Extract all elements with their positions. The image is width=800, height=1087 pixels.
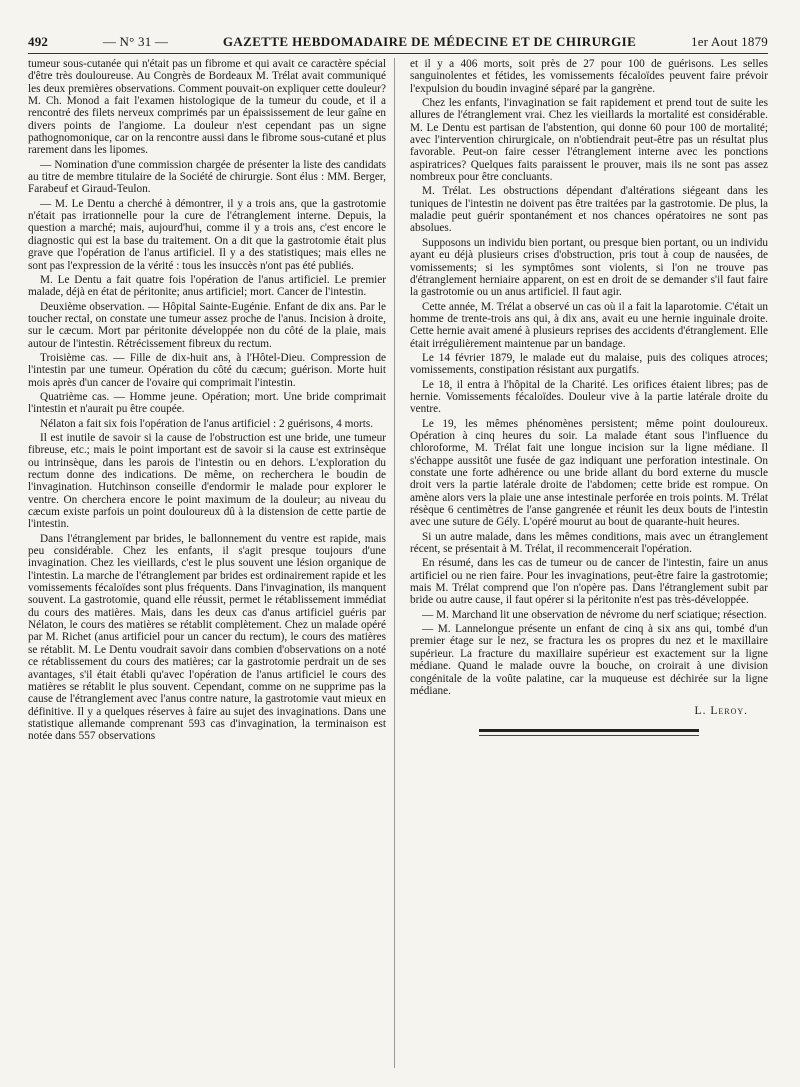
issue-date: 1er Aout 1879 [691, 34, 768, 49]
paragraph: Le 14 février 1879, le malade eut du malaise, puis des coliques atroces; vomissements, constipation résistant aux purgatifs. [410, 351, 768, 377]
paragraph: Deuxième observation. — Hôpital Sainte-Eugénie. Enfant de dix ans. Par le toucher rectal, on constate une tumeur assez proche de l'anus. Incision à droite, sur le cæcum. Mort par péritonite développée non du côté de la plaie, mais autour de l'intestin. Rétrécissement fibreux du rectum. [28, 300, 386, 350]
right-column [406, 58, 768, 1068]
paragraph: — Nomination d'une commission chargée de présenter la liste des candidats au titre de membre titulaire de la Société de chirurgie. Sont élus : MM. Berger, Farabeuf et Giraud-Teulon. [28, 158, 386, 196]
article-columns [28, 58, 768, 1068]
paragraph: — M. Lannelongue présente un enfant de cinq à six ans qui, tombé d'un premier étage sur le nez, se fractura les os propres du nez et le maxillaire supérieur. La fracture du maxillaire supérieur est exactement sur la ligne médiane. Quand le malade ouvre la bouche, on croirait à une division congénitale de la voûte palatine, car la muqueuse est déchirée sur la ligne médiane. [410, 623, 768, 697]
paragraph: Il est inutile de savoir si la cause de l'obstruction est une bride, une tumeur fibreuse, etc.; mais le point important est de savoir si la cause est extrinsèque ou intrinsèque, dans les parois de l'intestin ou en dehors. L'exploration du rectum donne des indications. De même, on recherchera le boudin de l'invagination. Hutchinson conseille d'endormir le malade pour explorer le ventre. On cherchera encore le point maximum de la douleur; au niveau du cæcum existe parfois un point douloureux dû à la distension de cette partie de l'intestin. [28, 431, 386, 531]
end-rule [479, 729, 699, 732]
page-number: 492 [28, 34, 49, 49]
journal-title: GAZETTE HEBDOMADAIRE DE MÉDECINE ET DE CHIRURGIE [222, 34, 637, 49]
paragraph: — M. Marchand lit une observation de névrome du nerf sciatique; résection. [422, 608, 767, 621]
paragraph: En résumé, dans les cas de tumeur ou de cancer de l'intestin, faire un anus artificiel ou ne rien faire. Pour les invaginations, peut-être faire la gastrotomie; mais M. Trélat comprend que l'on n'opère pas. Dans l'étranglement subit par bride ou autre cause, il faut opérer si la péritonite n'est pas très-développée. [410, 557, 768, 607]
paragraph: Troisième cas. — Fille de dix-huit ans, à l'Hôtel-Dieu. Compression de l'intestin par une tumeur. Opération du côté du cæcum; guérison. Morte huit mois après d'un cancer de l'ovaire qui comprimait l'intestin. [28, 351, 386, 389]
paragraph: M. Trélat. Les obstructions dépendant d'altérations siégeant dans les tuniques de l'intestin ne doivent pas être traitées par la gastrotomie. De plus, la maladie peut guérir spontanément et nos chances opératoires ne sont pas absolues. [410, 185, 768, 235]
paragraph: Le 18, il entra à l'hôpital de la Charité. Les orifices étaient libres; pas de hernie. Vomissements fécaloïdes. Douleur vive à la partie latérale droite du ventre. [410, 378, 768, 416]
left-column [28, 58, 395, 1068]
paragraph: M. Le Dentu a fait quatre fois l'opération de l'anus artificiel. Le premier malade, déjà en état de péritonite; anus artificiel; mort. Cancer de l'intestin. [28, 273, 386, 299]
running-header [28, 34, 768, 54]
issue-number: — N° 31 — [102, 34, 169, 49]
paragraph: Supposons un individu bien portant, ou presque bien portant, ou un individu ayant eu déjà plusieurs crises d'obstruction, pris tout à coup de nausées, de vomissements; si les symptômes sont violents, si l'on ne trouve pas d'étranglement herniaire apparent, on est en droit de se demander s'il faut faire la gastrotomie ou un anus artificiel. Il faut agir. [410, 236, 768, 299]
paragraph: Dans l'étranglement par brides, le ballonnement du ventre est rapide, mais peu considérable. Chez les enfants, il s'agit presque toujours d'une invagination. Chez les vieillards, c'est le plus souvent une lésion organique de l'intestin. La marche de l'étranglement par brides est ordinairement rapide et les vomissements fécaloïdes sont plus fréquents. Dans l'invagination, ils manquent souvent. La gastrotomie, quand elle réussit, permet le rétablissement immédiat du cours des matières. Mais, dans les deux cas d'anus artificiel guéris par Nélaton, le cours des matières se rétablit complètement. Chez un malade opéré par M. Richet (anus artificiel pour un cancer du rectum), le cours des matières se rétablit. M. Le Dentu voudrait savoir dans combien d'observations on a noté ce rétablissement du cours des matières; car la gastrotomie perdrait un de ses avantages, s'il était établi qu'avec l'opération de l'anus artificiel le cours des matières se rétablit le plus souvent. Cependant, comme on ne supprime pas la cause de l'étranglement avec l'anus contre nature, la gastrotomie vaut mieux en définitive. Il y a quelques réserves à faire au sujet des invaginations. Dans une statistique allemande comprenant 593 cas d'invagination, la terminaison est notée dans 557 observations [28, 532, 386, 743]
paragraph: et il y a 406 morts, soit près de 27 pour 100 de guérisons. Les selles sanguinolentes et fétides, les vomissements fécaloïdes peuvent faire prévoir l'expulsion du boudin invaginé séparé par la gangrène. [410, 58, 768, 95]
paragraph: Si un autre malade, dans les mêmes conditions, mais avec un étranglement récent, se présentait à M. Trélat, il recommencerait l'opération. [410, 530, 768, 556]
paragraph: Nélaton a fait six fois l'opération de l'anus artificiel : 2 guérisons, 4 morts. [40, 417, 374, 430]
newspaper-page [28, 34, 768, 1068]
paragraph: Quatrième cas. — Homme jeune. Opération; mort. Une bride comprimait l'intestin et n'aurait pu être coupée. [28, 390, 386, 416]
paragraph: Le 19, les mêmes phénomènes persistent; même point douloureux. Opération à cinq heures du soir. La malade étant sous l'influence du chloroforme, M. Trélat fait une longue incision sur la ligne médiane. Il s'échappe aussitôt une fusée de gaz indiquant une perforation intestinale. On constate une forte adhérence ou une bride allant du bord externe du muscle droit vers la partie latérale droite de l'abdomen; cette bride est rompue. On amène alors vers la plaie une anse intestinale perforée en trois points. M. Trélat résèque 6 centimètres de l'anse gangrenée et réunit les deux bouts de l'intestin avec une suture de Gély. L'opéré mourut au bout de quarante-huit heures. [410, 417, 768, 529]
paragraph: — M. Le Dentu a cherché à démontrer, il y a trois ans, que la gastrotomie n'était pas irrationnelle pour la cure de l'étranglement interne. Depuis, la question a marché; mais, aujourd'hui, comme il y a trois ans, c'est encore le diagnostic qui est la base du traitement. On a dit que la gastrotomie était plus grave que l'opération de l'anus artificiel. Il y a des statistiques; mais elles ne sont pas l'expression de la vérité : tous les insuccès n'ont pas été publiés. [28, 197, 386, 272]
paragraph: Chez les enfants, l'invagination se fait rapidement et prend tout de suite les allures de l'étranglement vrai. Chez les vieillards la mortalité est considérable. M. Le Dentu est partisan de l'abstention, qui donne 60 pour 100 de mortalité; avec l'intervention chirurgicale, on n'obtiendrait peut-être pas un résultat plus favorable. Peut-on faire cesser l'étranglement interne avec les ponctions aspiratrices? Quelques faits paraissent le prouver, mais ils ne sont pas assez nombreux pour être concluants. [410, 97, 768, 184]
paragraph: tumeur sous-cutanée qui n'était pas un fibrome et qui avait ce caractère spécial d'être très douloureuse. Au Congrès de Bordeaux M. Trélat avait communiqué les deux premières observations. Comment pouvait-on expliquer cette douleur? M. Ch. Monod a fait l'examen histologique de la tumeur du coude, et il a rencontré des filets nerveux comprimés par un épaississement de leur gaîne en divers points de l'angiome. La douleur n'est cependant pas un signe pathognomonique, car on la rencontre aussi dans le fibrome sous-cutané et plus rarement dans les lipomes. [28, 58, 386, 157]
paragraph: Cette année, M. Trélat a observé un cas où il a fait la laparotomie. C'était un homme de trente-trois ans qui, à dix ans, avait eu une hernie inguinale droite. Cette hernie avait amené à plusieurs reprises des accidents d'étranglement. Elle était irrégulièrement maintenue par un bandage. [410, 300, 768, 350]
author-signature: L. Leroy. [694, 705, 748, 718]
end-rule-thin [479, 735, 699, 736]
